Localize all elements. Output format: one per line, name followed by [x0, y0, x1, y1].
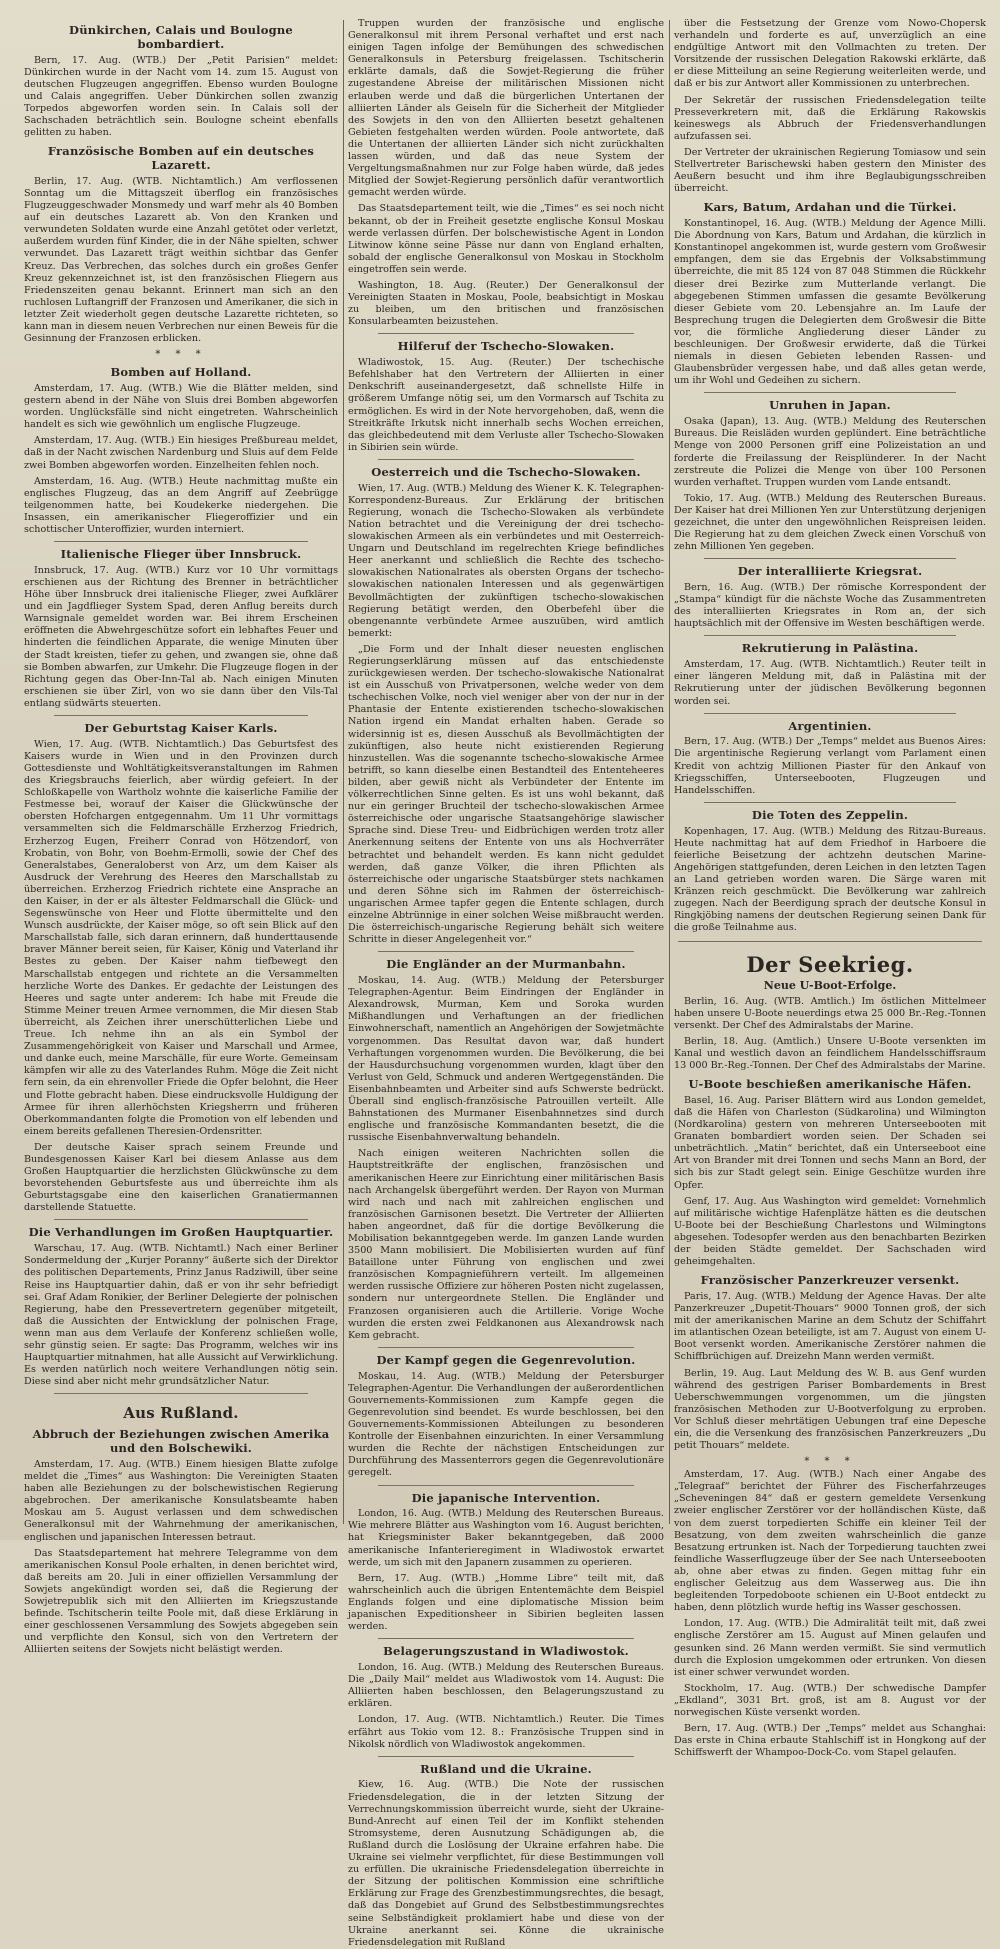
divider: [378, 951, 634, 952]
article-paragraph: Moskau, 14. Aug. (WTB.) Meldung der Petersburger Telegraphen-Agentur. Die Verhandlungen der außerordentlichen Gouvernements-Kommissionen zum Kampfe gegen die Gegenrevolution sind beendet. Es wurde beschlossen, bei den Gouvernements-Kommissionen Abteilungen zu besonderen Kontrolle der Eisenbahnen einzurichten. In einer Versammlung wurden die Rechte der nächstigen Entscheidungen zur Durchführung des Massenterrors gegen die Gegenrevolutionäre geregelt.: [348, 1370, 664, 1479]
article-paragraph: Das Staatsdepartement teilt, wie die „Times“ es sei noch nicht bekannt, ob der in Freiheit gesetzte englische Konsul Moskau werde verlassen dürfen. Der bolschewistische Agent in London Litwinow könne seine Pässe nur dann von England erhalten, sobald der englische Generalkonsul von Moskau in Stockholm eingetroffen sein werde.: [348, 203, 664, 275]
article-paragraph: Nach einigen weiteren Nachrichten sollen die Hauptstreitkräfte der englischen, französischen und amerikanischen Heere zur Einrichtung einer militärischen Basis nach Archangelsk übergeführt werden. Der Rayon von Murman wird nach und nach mit zahlreichen englischen und französischen Garnisonen besetzt. Die Vertreter der Alliierten haben angeordnet, daß für die dortige Bevölkerung die Mobilisation bekanntgegeben werde. Im ganzen Lande wurden 3500 Mann mobilisiert. Die Mobilisierten wurden auf fünf Bataillone unter Führung von englischen und zwei französischen Kompagnieführern verteilt. Im allgemeinen werden russische Offiziere zur höheren Posten nicht zugelassen, sondern nur untergeordnete Stellen. Die Engländer und Franzosen organisieren auch die Artillerie. Vorige Woche wurden die ersten zwei Feldkanonen aus Alexandrowsk nach Kem gebracht.: [348, 1148, 664, 1341]
article-headline: Italienische Flieger über Innsbruck.: [60, 547, 302, 562]
divider: [378, 1485, 634, 1486]
article-headline: Bomben auf Holland.: [110, 365, 252, 380]
article-paragraph: Amsterdam, 17. Aug. (WTB.) Wie die Blätter melden, sind gestern abend in der Nähe von Sluis drei Bomben abgeworfen worden. Unglücksfälle sind nicht eingetreten. Wahrscheinlich handelt es sich wie gewöhnlich um englische Flugzeuge.: [24, 382, 338, 431]
article-paragraph: Amsterdam, 17. Aug. (WTB. Nichtamtlich.) Reuter teilt in einer längeren Meldung mit, daß in Palästina mit der Rekrutierung unter der jüdischen Bevölkerung begonnen worden sei.: [674, 659, 986, 707]
divider: [378, 1638, 634, 1639]
column-rule: [669, 20, 670, 1524]
column-rule: [343, 20, 344, 1524]
section-title: Aus Rußland.: [123, 1404, 239, 1423]
article-paragraph: Der deutsche Kaiser sprach seinem Freunde und Bundesgenossen Kaiser Karl bei diesem Anlasse aus dem Großen Hauptquartier die herzlichsten Glückwünsche zu dem bevorstehenden Geburtsfeste aus und überreichte ihm als Geburtstagsgabe eine den kaiserlichen Granatiermannen darstellende Statuette.: [24, 1141, 338, 1214]
article-paragraph: Innsbruck, 17. Aug. (WTB.) Kurz vor 10 Uhr vormittags erschienen aus der Richtung des Brenner in beträchtlicher Höhe über Innsbruck drei italienische Flieger, zwei Aufklärer und ein Jagdflieger System Spad, deren Anflug bereits durch Warnsignale gemeldet worden war. Bei ihrem Erscheinen eröffneten die Abwehrgeschütze sofort ein lebhaftes Feuer und hinderten die feindlichen Apparate, die wenige Minuten über der Stadt kreisten, tiefer zu gehen, und zwangen sie, ohne daß sie Bomben abwarfen, zur Umkehr. Die Flugzeuge flogen in der Richtung gegen das Ober-Inn-Tal ab. Nach einigen Minuten erschienen sie über Zirl, von wo sie dann über den Vils-Tal entlang südwärts steuerten.: [24, 564, 338, 709]
article-paragraph: Stockholm, 17. Aug. (WTB.) Der schwedische Dampfer „Ekdland“, 3031 Brt. groß, ist am 8. August vor der norwegischen Küste versenkt worden.: [674, 1682, 986, 1718]
article-headline: Die japanische Intervention.: [411, 1490, 601, 1505]
article-headline: Belagerungszustand in Wladiwostok.: [383, 1644, 629, 1659]
article-paragraph: Kiew, 16. Aug. (WTB.) Die Note der russischen Friedensdelegation, die in der letzten Sitzung der Verrechnungskommission überreicht wurde, sieht der Ukraine-Bund-Anrecht auf einen Teil der im Konflikt stehenden Stromsysteme, deren Ausnutzung Schädigungen ab, die Rußland durch die Loslösung der Ukraine erfahren habe. Die Ukraine sei vielmehr verpflichtet, für diese Bestimmungen voll zu erfüllen. Die ukrainische Friedensdelegation überreichte in der Sitzung der politischen Kommission eine schriftliche Erklärung zur Frage des Grenzbestimmungsrechtes, die besagt, daß das Dongebiet auf Grund des Selbstbestimmungsrechtes seine Selbständigkeit proklamiert habe und diese von der Ukraine anerkannt sei. Könne die ukrainische Friedensdelegation mit Rußland: [348, 1779, 664, 1948]
article-paragraph: London, 16. Aug. (WTB.) Meldung des Reuterschen Bureaus. Wie mehrere Blätter aus Washington vom 16. August berichten, hat Kriegsminister Baker bekanntgegeben, daß 2000 amerikanische Infanterieregiment in Wladiwostok erwartet werde, um sich mit den Japanern zusammen zu operieren.: [348, 1508, 664, 1568]
article-headline: Kars, Batum, Ardahan und die Türkei.: [703, 200, 957, 215]
asterisk-separator: * * *: [804, 1456, 856, 1468]
divider: [704, 713, 956, 714]
article-paragraph: Tokio, 17. Aug. (WTB.) Meldung des Reuterschen Bureaus. Der Kaiser hat drei Millionen Yen zur Unterstützung derjenigen gezeichnet, die unter den ungewöhnlichen Reispreisen leiden. Die Regierung hat zu dem gleichen Zweck einen Vorschuß von zehn Millionen Yen gegeben.: [674, 492, 986, 553]
column-3: [674, 18, 986, 1759]
divider: [378, 1756, 634, 1757]
column-1: [24, 18, 338, 1656]
article-paragraph: Truppen wurden der französische und englische Generalkonsul mit ihrem Personal verhaftet und erst nach einigen Tagen infolge der Bemühungen des schwedischen Generalkonsuls in Petersburg freigelassen. Tschitscherin erklärte damals, daß die Sowjet-Regierung die früher zugestandene Abreise der militärischen Missionen nicht erlauben werde und daß die bürgerlichen Untertanen der alliierten Länder als Geiseln für die Sicherheit der Mitglieder des Sowjets in den von den Alliierten besetzt gehaltenen Gebieten festgehalten werden würden. Poole antwortete, daß die Untertanen der alliierten Länder sich nicht zurückhalten lassen würden, und daß das neue System der Vergeltungsmaßnahmen nur zur Folge haben würde, daß jedes Mitglied der Sowjet-Regierung persönlich dafür verantwortlich gemacht werden würde.: [348, 18, 664, 199]
divider: [378, 459, 634, 460]
divider: [704, 392, 956, 393]
divider: [678, 941, 982, 942]
article-paragraph: Berlin, 16. Aug. (WTB. Amtlich.) Im östlichen Mittelmeer haben unsere U-Boote neuerdings etwa 25 000 Br.-Reg.-Tonnen versenkt. Der Chef des Admiralstabs der Marine.: [674, 995, 986, 1031]
article-paragraph: Amsterdam, 16. Aug. (WTB.) Heute nachmittag mußte ein englisches Flugzeug, das an dem Angriff auf Zeebrügge teilgenommen hatte, bei Koudekerke niedergehen. Die Insassen, ein amerikanischer Fliegeroffizier und ein schottischer Unteroffizier, wurden interniert.: [24, 475, 338, 535]
article-headline: Französischer Panzerkreuzer versenkt.: [700, 1273, 960, 1288]
section-title: Der Seekrieg.: [746, 951, 914, 977]
article-paragraph: Warschau, 17. Aug. (WTB. Nichtamtl.) Nach einer Berliner Sondermeldung der „Kurjer Poranny“ äußerte sich der Direktor des politischen Departements, Prinz Janus Radziwill, über seine Reise ins Hauptquartier dahin, daß er von ihr sehr befriedigt sei. Graf Adam Ronikier, der Berliner Delegierte der polnischen Regierung, habe den Pressevertretern gegenüber mitgeteilt, daß die Aussichten der Entwicklung der polnischen Frage, wenn man aus dem Verlaufe der Konferenz schließen wolle, sehr günstig seien. Er sagte: Das Programm, welches wir ins Hauptquartier mitnahmen, hat alle Aussicht auf Verwirklichung. Es werden natürlich noch weitere Verhandlungen nötig sein. Diese sind aber nicht mehr grundsätzlicher Natur.: [24, 1243, 338, 1388]
article-paragraph: Amsterdam, 17. Aug. (WTB.) Nach einer Angabe des „Telegraaf“ berichtet der Führer des Fischerfahrzeuges „Scheveningen 84“ daß er gestern gemeldete Versenkung zweier englischer Zerstörer vor der holländischen Küste, daß von dem zuerst torpedierten Schiffe ein kleiner Teil der Besatzung, von dem zweiten wahrscheinlich die ganze Besatzung ertrunken ist. Nach der Torpedierung tauchten zwei feindliche Wasserflugzeuge über der See nach Unterseebooten ab, ohne aber etwas zu finden. Gegen mittag fuhr ein englischer Geleitzug aus dem Wasserweg aus. Die ihn begleitenden Torpedoboote schienen ein U-Boot entdeckt zu haben, denn plötzlich wurde heftig ins Wasser geschossen.: [674, 1469, 986, 1614]
article-paragraph: Das Staatsdepartement hat mehrere Telegramme von dem amerikanischen Konsul Poole erhalten, in denen berichtet wird, daß bereits am 20. Juli in einer offiziellen Versammlung der Sowjets angekündigt worden sei, daß die Regierung der Sowjetrepublik sich mit den Alliierten im Kriegszustande befinde. Tschitscherin teilte Poole mit, daß diese Erklärung in einer geschlossenen Versammlung des Sowjets abgegeben sein und verpflichte den Konsul, sich von den Vertretern der Alliierten seitens der Sowjets nicht belästigt werden.: [24, 1547, 338, 1656]
article-paragraph: Wien, 17. Aug. (WTB. Nichtamtlich.) Das Geburtsfest des Kaisers wurde in Wien und in den Provinzen durch Gottesdienste und Wohltätigkeitsveranstaltungen im Rahmen des Kriegsbrauchs feierlich, aber würdig gefeiert. In der Schloßkapelle von Wartholz wohnte die kaiserliche Familie der Festmesse bei, worauf der Kaiser die Glückwünsche der obersten Hofchargen entgegennahm. Um 11 Uhr vormittags versammelten sich die Feldmarschälle Erzherzog Friedrich, Erzherzog Eugen, Freiherr Conrad von Hötzendorf, von Krobatin, von Bohr, von Boehm-Ermolli, sowie der Chef des Generalstabes, Generaloberst von Arz, um dem Kaiser als Ausdruck der Verehrung des Heeres den Marschallstab zu überreichen. Erzherzog Friedrich richtete eine Ansprache an den Kaiser, in der er als ältester Feldmarschall die Glück- und Segenswünsche von Heer und Flotte übermittelte und den Wunsch ausdrückte, der Kaiser möge, so oft sein Blick auf den Marschallstab falle, sich daran erinnern, daß hunderttausende braver Männer bereit seien, für Kaiser, König und Vaterland ihr Bestes zu geben. Der Kaiser nahm tiefbewegt den Marschallstab entgegen und richtete an die Versammelten herzliche Worte des Dankes. Er gedachte der Leistungen des Heeres und sagte unter anderem: Ich habe mit Freude die Stimme Meiner treuen Armee vernommen, die Mir diesen Stab überreicht, als Zeichen ihrer unerschütterlichen Liebe und Treue. Ich nehme ihn an als ein Symbol der Zusammengehörigkeit von Kaiser und Marschall und Armee, und danke euch, meine Marschälle, für eure Worte. Gemeinsam kämpfen wir alle zu des Vaterlandes Ruhm. Möge die Zeit nicht fern sein, da ein ehrenvoller Friede die Opfer belohnt, die Heer und Flotte gebracht haben. Diese eindrucksvolle Huldigung der Armee für ihren allerhöchsten Kriegsherrn und früheren Oberkommandanten folgte die Promotion von elf lebenden und einem bereits gefallenen Theresien-Ordensritter.: [24, 738, 338, 1137]
article-headline: Der interalliierte Kriegsrat.: [737, 564, 923, 579]
article-paragraph: Bern, 16. Aug. (WTB.) Der römische Korrespondent der „Stampa“ kündigt für die nächste Woche das Zusammentreten des interalliierten Kriegsrates in Rom an, der sich hauptsächlich mit der Offensive im Westen beschäftigen werde.: [674, 582, 986, 630]
article-headline: Die Verhandlungen im Großen Hauptquartier.: [28, 1225, 334, 1240]
article-paragraph: Amsterdam, 17. Aug. (WTB.) Einem hiesigen Blatte zufolge meldet die „Times“ aus Washington: Die Vereinigten Staaten haben alle Beziehungen zu der bolschewistischen Regierung abgebrochen. Der amerikanische Konsulatsbeamte haben Moskau am 5. August verlassen und dem schwedischen Generalkonsul mit der Wahrnehmung der amerikanischen, englischen und japanischen Interessen betraut.: [24, 1458, 338, 1543]
article-headline: Dünkirchen, Calais und Boulogne bombardiert.: [69, 23, 293, 51]
article-headline: Der Geburtstag Kaiser Karls.: [84, 721, 278, 735]
column-2: [348, 18, 664, 1948]
article-paragraph: Amsterdam, 17. Aug. (WTB.) Ein hiesiges Preßbureau meldet, daß in der Nacht zwischen Nardenburg und Sluis auf dem Felde zwei Bomben abgeworfen worden. Einzelheiten fehlen noch.: [24, 435, 338, 471]
article-headline: Der Kampf gegen die Gegenrevolution.: [376, 1352, 636, 1367]
article-paragraph: Berlin, 18. Aug. (Amtlich.) Unsere U-Boote versenkten im Kanal und westlich davon an feindlichem Handelsschiffsraum 13 000 Br.-Reg.-Tonnen. Der Chef des Admiralstabs der Marine.: [674, 1035, 986, 1071]
article-paragraph: Kopenhagen, 17. Aug. (WTB.) Meldung des Ritzau-Bureaus. Heute nachmittag hat auf dem Friedhof in Harboere die feierliche Beisetzung der achtzehn deutschen Marine-Angehörigen stattgefunden, deren Leichen in den letzten Tagen an Land getrieben worden waren. Die Särge waren mit Kränzen reich geschmückt. Die Bevölkerung war zahlreich zugegen. Nach der Beerdigung sprach der deutsche Konsul in Ringkjöbing namens der deutschen Regierung seinen Dank für die große Teilnahme aus.: [674, 825, 986, 934]
divider: [378, 1347, 634, 1348]
divider: [704, 558, 956, 559]
article-paragraph: über die Festsetzung der Grenze vom Nowo-Chopersk verhandeln und forderte es auf, unverzüglich an eine endgültige Antwort mit den Vollmachten zu treten. Der Vorsitzende der russischen Delegation Rakowski erklärte, daß er diese Mitteilung an seine Regierung weiterleiten werde, und daß er bis zur Antwort aller Kommissionen zu unterbrechen.: [674, 18, 986, 90]
article-headline: Rußland und die Ukraine.: [420, 1761, 592, 1776]
article-paragraph: Genf, 17. Aug. Aus Washington wird gemeldet: Vornehmlich auf militärische wichtige Hafenplätze hätten es die deutschen U-Boote bei der Beschießung Charlestons und Wilmingtons abgesehen. Todesopfer werden aus den benachbarten Bezirken der beiden Städte gemeldet. Der Sachschaden wird geheimgehalten.: [674, 1195, 986, 1268]
article-paragraph: Bern, 17. Aug. (WTB.) Der „Temps“ meldet aus Buenos Aires: Die argentinische Regierung verlangt vom Parlament einen Kredit von achtzig Millionen Piaster für den Ankauf von Kriegsschiffen, Unterseebooten, Flugzeugen und Handelsschiffen.: [674, 736, 986, 796]
article-headline: Die Engländer an der Murmanbahn.: [386, 957, 626, 972]
asterisk-separator: * * *: [155, 349, 207, 361]
article-paragraph: „Die Form und der Inhalt dieser neuesten englischen Regierungserklärung müssen auf das entschiedenste zurückgewiesen werden. Der tschecho-slowakische Nationalrat ist ein Ausschuß von Privatpersonen, welche weder von dem tschechischen Volke, noch viel weniger aber von der nur in der Phantasie der Entente existierenden tschecho-slowakischen Nation irgend ein Mandat erhalten haben. Gerade so widersinnig ist es, diesen Ausschuß als Bevollmächtigten der zukünftigen, also heute nicht existierenden Regierung hinzustellen. Was die sogenannte tschecho-slowakische Armee betrifft, so kann dieselbe einen Bestandteil des Ententeheeres bilden, aber gewiß nicht als Verbündeter der Entente im völkerrechtlichen Sinne gelten. Es ist uns wohl bekannt, daß nur ein geringer Bruchteil der tschecho-slowakischen Armee österreichische oder ungarische Staatsangehörige slawischer Sprache sind. Diese Treu- und Eidbrüchigen werden trotz aller Anerkennung seitens der Entente von uns als Hochverräter betrachtet und behandelt werden. Es kann nicht geduldet werden, daß ganze Völker, die ihren Pflichten als österreichische oder ungarische Staatsbürger stets nachkamen und deren Söhne sich im Rahmen der österreichisch-ungarischen Armee tapfer gegen die Entente schlagen, durch einzelne Abtrünnige in einer solchen Weise mißbraucht werden. Die österreichisch-ungarische Regierung behält sich weitere Schritte in dieser Angelegenheit vor.“: [348, 643, 664, 946]
article-paragraph: Paris, 17. Aug. (WTB.) Meldung der Agence Havas. Der alte Panzerkreuzer „Dupetit-Thouars“ 9000 Tonnen groß, der sich mit der amerikanischen Marine an dem Schutz der Schiffahrt im atlantischen Ozean beteiligte, ist am 7. August von einem U-Boot versenkt worden. Amerikanische Zerstörer nahmen die Schiffbrüchigen auf. Dreizehn Mann werden vermißt.: [674, 1290, 986, 1363]
divider: [704, 802, 956, 803]
divider: [54, 1393, 308, 1394]
article-paragraph: Der Sekretär der russischen Friedensdelegation teilte Presseverkretern mit, daß die Erklärung Rakowskis keineswegs als Abbruch der Friedensverhandlungen aufzufassen sei.: [674, 94, 986, 142]
article-paragraph: Osaka (Japan), 13. Aug. (WTB.) Meldung des Reuterschen Bureaus. Die Reisläden wurden geplündert. Eine beträchtliche Menge von 2000 Personen griff eine Polizeistation an und forderte die Freilassung der Reisplünderer. In der Nacht zerstreute die Polizei die Menge von über 100 Personen wurden verhaftet. Truppen wurden vom Lande entsandt.: [674, 416, 986, 488]
article-paragraph: Wien, 17. Aug. (WTB.) Meldung des Wiener K. K. Telegraphen-Korrespondenz-Bureaus. Zur Erklärung der britischen Regierung, wonach die Tschecho-Slowaken als verbündete Nation betrachtet und die Vereinigung der drei tschecho-slowakischen Armeen als ein verbündetes und mit Oesterreich-Ungarn und Deutschland im regelrechten Kriege befindliches Heer anerkannt und schließlich die Rechte des tschecho-slowakischen Nationalrates als obersten Organs der tschecho-slowakischen nationalen Interessen und als gegenwärtigen Bevollmächtigten der zukünftigen tschecho-slowakischen Regierung betätigt werden, den Oberbefehl über die obengenannte verbündete Armee auszuüben, wird amtlich bemerkt:: [348, 482, 664, 639]
article-headline: Argentinien.: [788, 718, 872, 733]
article-headline: Rekrutierung in Palästina.: [741, 641, 919, 656]
article-headline: Oesterreich und die Tschecho-Slowaken.: [371, 464, 641, 479]
article-headline: U-Boote beschießen amerikanische Häfen.: [688, 1077, 972, 1092]
article-headline: Französische Bomben auf ein deutsches Lazarett.: [47, 144, 315, 173]
article-paragraph: Bern, 17. Aug. (WTB.) Der „Petit Parisien“ meldet: Dünkirchen wurde in der Nacht vom 14. zum 15. August von deutschen Flugzeugen angegriffen. Ebenso wurden Boulogne und Calais angegriffen. Ueber Dünkirchen sollen zwanzig Torpedos abgeworfen worden sein. In Calais soll der Sachschaden beträchtlich sein. Boulogne scheint ebenfalls gelitten zu haben.: [24, 54, 338, 139]
article-headline: Hilferuf der Tschecho-Slowaken.: [397, 339, 615, 354]
article-paragraph: London, 17. Aug. (WTB.) Die Admiralität teilt mit, daß zwei englische Zerstörer am 15. August auf Minen gelaufen und gesunken sind. 26 Mann werden vermißt. Sie sind vermutlich durch die Explosion umgekommen oder ertrunken. Von diesen ist einer schwer verwundet worden.: [674, 1618, 986, 1678]
article-paragraph: Bern, 17. Aug. (WTB.) „Homme Libre“ teilt mit, daß wahrscheinlich auch die übrigen Ententemächte dem Beispiel Englands folgen und eine diplomatische Mission beim japanischen Expeditionsheer in Sibirien begleiten lassen werden.: [348, 1572, 664, 1633]
article-headline: Unruhen in Japan.: [769, 398, 891, 413]
article-paragraph: Basel, 16. Aug. Pariser Blättern wird aus London gemeldet, daß die Häfen von Charleston (Südkarolina) und Wilmington (Nordkarolina) gestern von mehreren Unterseebooten mit Granaten bombardiert worden seien. Der Schaden sei unbeträchtlich. „Matin“ berichtet, daß ein Unterseeboot eine Art von Brander mit drei Tonnen und sechs Mann an Bord, der sich bis zur Stadt gelegt sein. Einige Geschütze wurden ihre Opfer.: [674, 1094, 986, 1191]
article-paragraph: Bern, 17. Aug. (WTB.) Der „Temps“ meldet aus Schanghai: Das erste in China erbaute Stahlschiff ist in Hongkong auf der Schiffswerft der Whampoo-Dock-Co. vom Stapel gelaufen.: [674, 1723, 986, 1759]
divider: [378, 333, 634, 334]
divider: [54, 1219, 308, 1220]
article-paragraph: Der Vertreter der ukrainischen Regierung Tomiasow und sein Stellvertreter Barischewski haben gestern den Minister des Aeußern besucht und ihm ihre Beglaubigungsschreiben überreicht.: [674, 146, 986, 195]
article-paragraph: London, 16. Aug. (WTB.) Meldung des Reuterschen Bureaus. Die „Daily Mail“ meldet aus Wladiwostok vom 14. August: Die Alliierten haben beschlossen, den Belagerungszustand zu erklären.: [348, 1662, 664, 1710]
article-subheadline: Neue U-Boot-Erfolge.: [763, 978, 897, 992]
article-paragraph: Konstantinopel, 16. Aug. (WTB.) Meldung der Agence Milli. Die Abordnung von Kars, Batum und Ardahan, die kürzlich in Konstantinopel angekommen ist, wurde gestern vom Großwesir empfangen, dem sie das Ergebnis der Volksabstimmung überreichte, die mit 85 124 von 87 048 Stimmen die Rückkehr dieser drei Bezirke zum Mutterlande verlangt. Die abgegebenen Stimmen umfassen die gesamte Bevölkerung dieser Gebiete vom 20. Lebensjahre an. Im Laufe der Besprechung trugen die Delegierten dem Großwesir die Bitte vor, die förmliche Angliederung dieser Länder zu beschleunigen. Der Großwesir erwiderte, daß die Türkei niemals in diesen Gebieten lebenden Rassen- und Glaubensbrüder vergessen habe, und daß alles getan werde, um ihr Wohl und Gedeihen zu sichern.: [674, 218, 986, 387]
article-headline: Die Toten des Zeppelin.: [751, 807, 909, 822]
article-paragraph: London, 17. Aug. (WTB. Nichtamtlich.) Reuter. Die Times erfährt aus Tokio vom 12. 8.: Französische Truppen sind in Nikolsk nördlich von Wladiwostok angekommen.: [348, 1714, 664, 1750]
divider: [704, 635, 956, 636]
divider: [54, 715, 308, 716]
article-paragraph: Washington, 18. Aug. (Reuter.) Der Generalkonsul der Vereinigten Staaten in Moskau, Poole, beabsichtigt in Moskau zu bleiben, um den britischen und französischen Konsularbeamten beizustehen.: [348, 279, 664, 328]
article-headline: Abbruch der Beziehungen zwischen Amerika und den Bolschewiki.: [32, 1427, 330, 1456]
article-paragraph: Moskau, 14. Aug. (WTB.) Meldung der Petersburger Telegraphen-Agentur. Beim Eindringen der Engländer in Alexandrowsk, Murman, Kem und Soroka wurden Mißhandlungen und Verhaftungen an der friedlichen Einwohnerschaft, namentlich an Angehörigen der Sowjetmächte vorgenommen. Das Resultat davon war, daß hundert Verhaftungen vorgenommen wurden. Die Bevölkerung, die bei der Hausdurchsuchung vorgenommen wurden, klagt über den Verlust von Geld, Schmuck und anderen Wertgegenständen. Die Eisenbahnbeamten und Arbeiter sind aufs Schwerste bedrückt. Überall sind englisch-französische Patrouillen verteilt. Alle Bahnstationen des Murmaner Eisenbahnnetzes sind durch englische und französische Kommandanten besetzt, die die russische Eisenbahnverwaltung behandeln.: [348, 975, 664, 1144]
divider: [54, 541, 308, 542]
article-paragraph: Berlin, 19. Aug. Laut Meldung des W. B. aus Genf wurden während des gestrigen Pariser Bombardements in Brest Ueberschwemmungen vorgenommen, um die jüngsten französischen Methoden zur U-Bootverfolgung zu erproben. Vor Schluß dieser mehrtätigen Uebungen traf eine Depesche ein, die die Versenkung des französischen Panzerkreuzers „Du petit Thouars“ meldete.: [674, 1367, 986, 1452]
article-paragraph: Wladiwostok, 15. Aug. (Reuter.) Der tschechische Befehlshaber hat den Vertretern der Alliierten in einer Denkschrift auseinandergesetzt, daß schnellste Hilfe in größerem Umfange nötig sei, um den Vormarsch auf Tschita zu ermöglichen. Es wird in der Note hervorgehoben, daß, wenn die Streitkräfte Irkutsk nicht innerhalb sechs Wochen erreichen, das gleichbedeutend mit dem Verluste aller Tschecho-Slowaken in Sibirien sein würde.: [348, 357, 664, 453]
article-paragraph: Berlin, 17. Aug. (WTB. Nichtamtlich.) Am verflossenen Sonntag um die Mittagszeit überflog ein französisches Flugzeuggeschwader Monsmedy und warf mehr als 40 Bomben auf ein deutsches Lazarett ab. Von den Kranken und verwundeten Soldaten wurde eine Anzahl getötet oder verletzt, außerdem wurden fünf Kinder, die in der Nähe spielten, schwer verwundet. Das Lazarett trägt weithin sichtbar das Genfer Kreuz. Das Verbrechen, das solches durch ein großes Genfer Kreuz gekennzeichnet ist, ist den französischen Fliegern aus Friedenszeiten genau bekannt. Erinnert man sich an den ruchlosen Luftangriff der Franzosen und Amerikaner, die sich in letzter Zeit wiederholt gegen deutsche Lazarette richteten, so kann man in diesem neuen Verbrechen nur einen Beweis für die Gesinnung der Franzosen erblicken.: [24, 175, 338, 345]
